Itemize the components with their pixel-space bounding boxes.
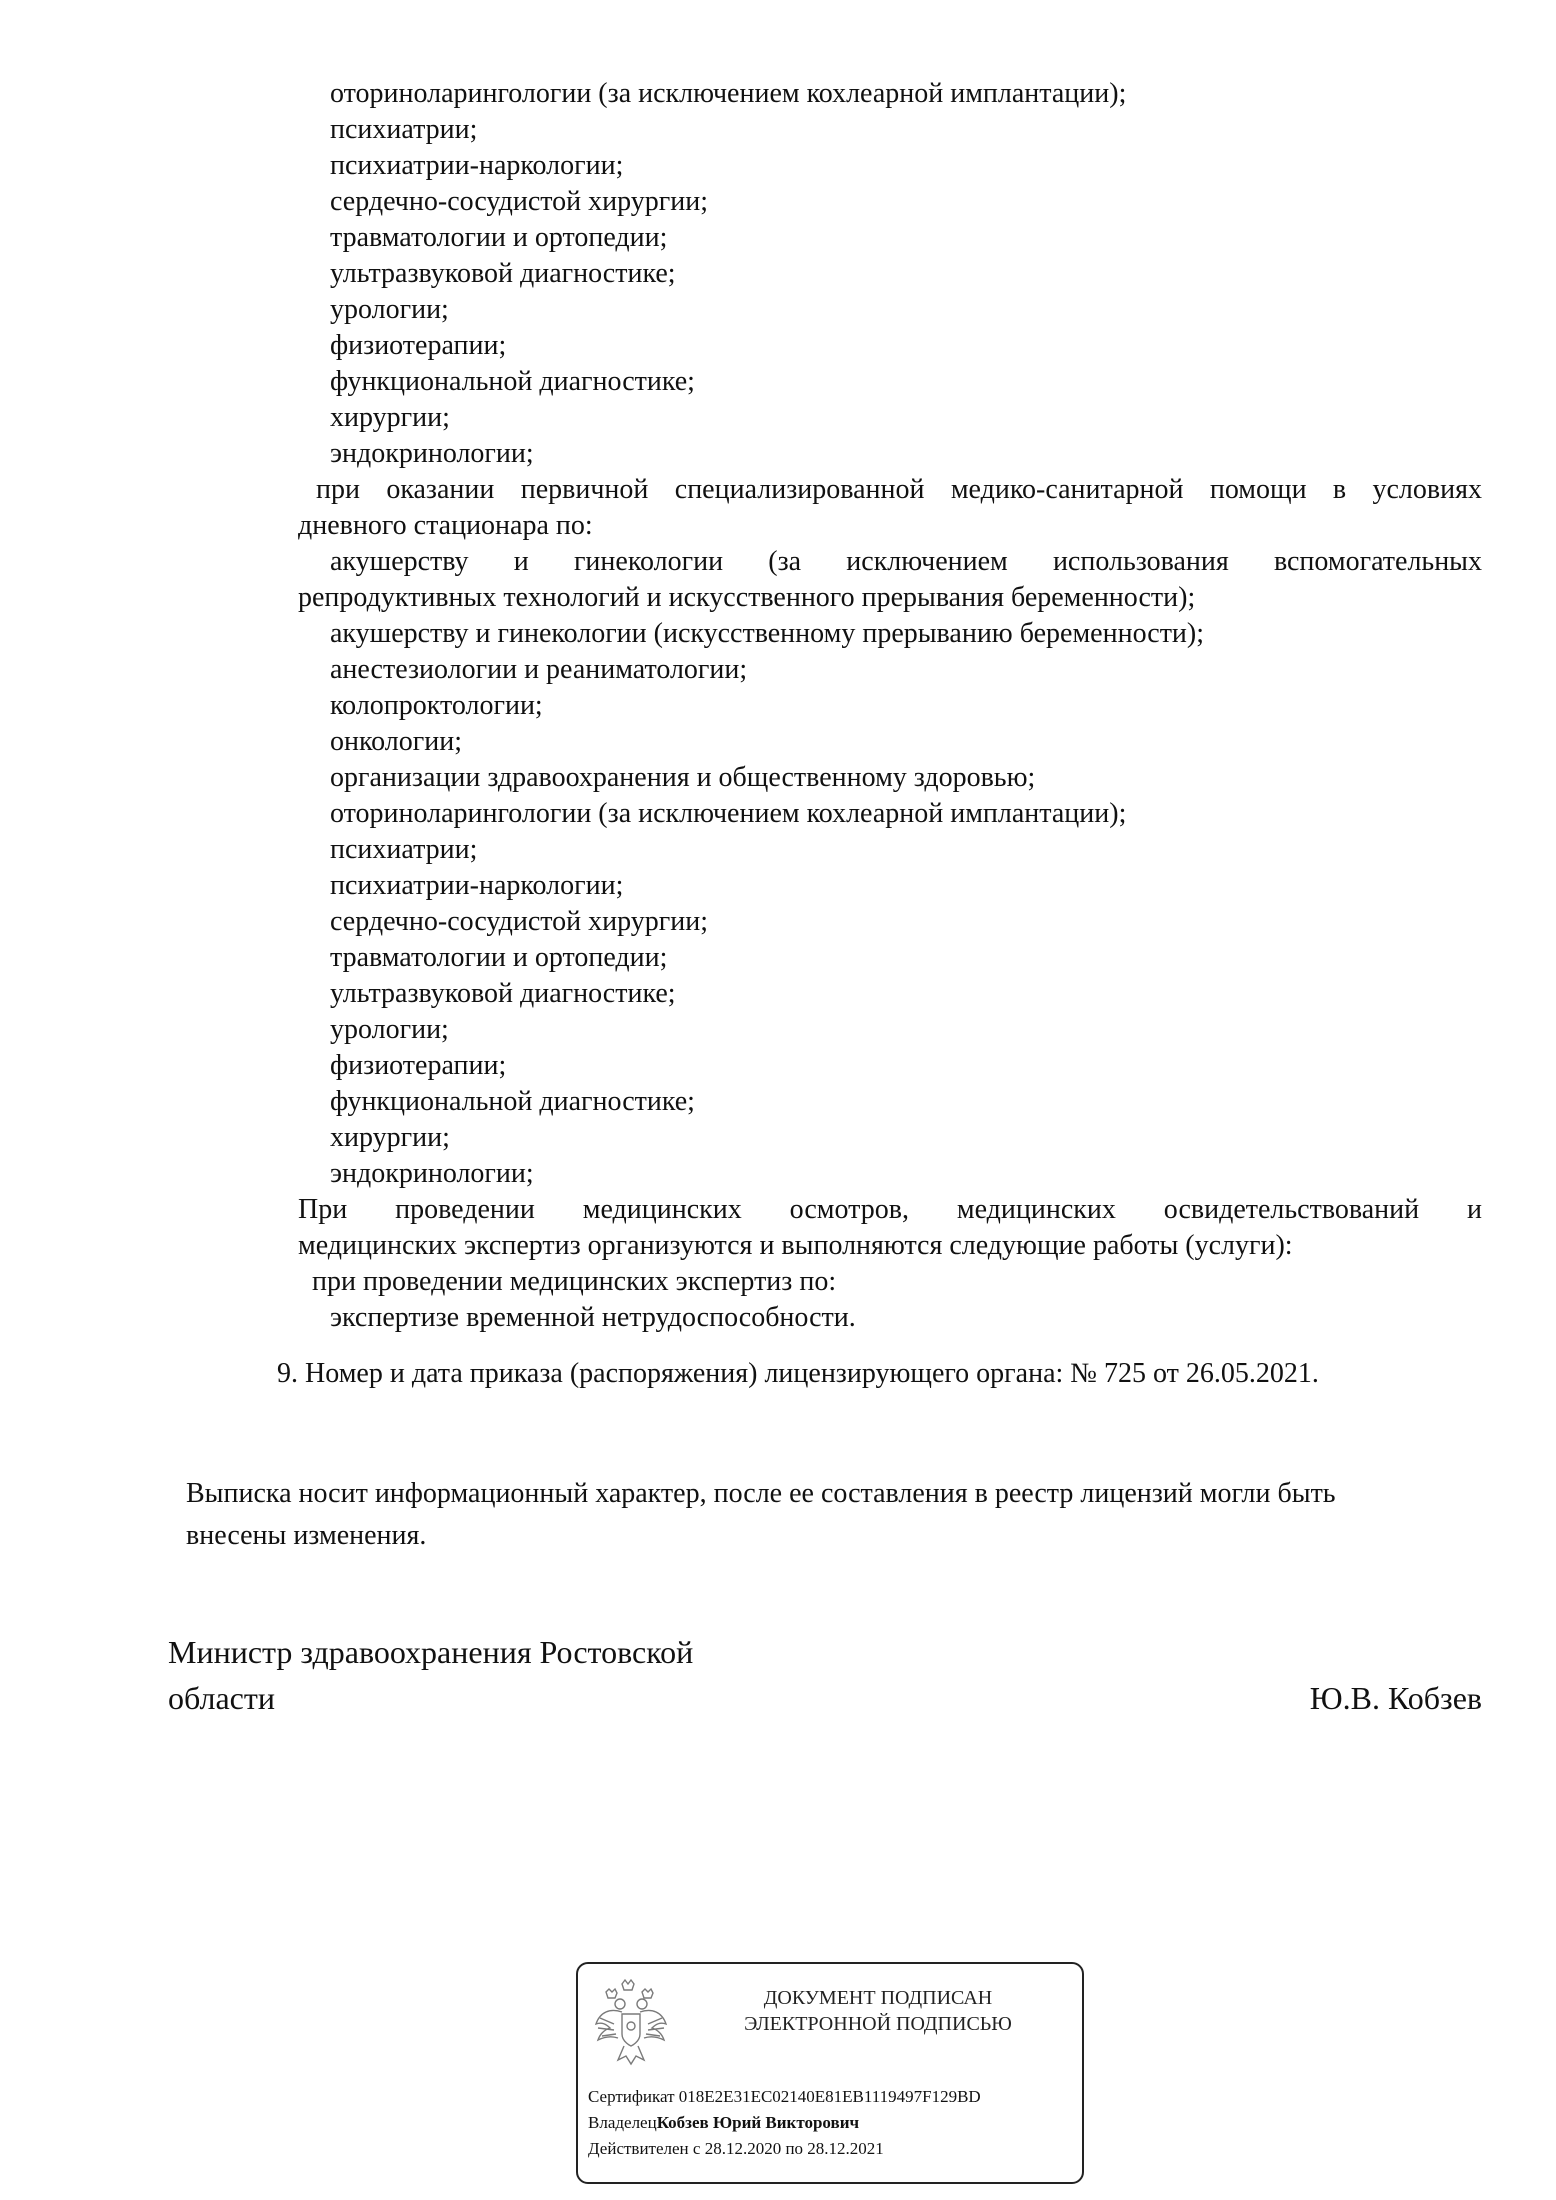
exams-line2: медицинских экспертиз организуются и выполняются следующие работы (услуги):	[298, 1230, 1293, 1261]
list-item: сердечно-сосудистой хирургии;	[330, 906, 708, 937]
list-item: функциональной диагностике;	[330, 366, 695, 397]
list-item: онкологии;	[330, 726, 463, 757]
list-item: организации здравоохранения и общественному здоровью;	[330, 762, 1036, 793]
list-item: функциональной диагностике;	[330, 1086, 695, 1117]
list-item: травматологии и ортопедии;	[330, 942, 668, 973]
list-item: оториноларингологии (за исключением кохлеарной имплантации);	[330, 78, 1127, 109]
list-item: оториноларингологии (за исключением кохлеарной имплантации);	[330, 798, 1127, 829]
list-item: психиатрии-наркологии;	[330, 150, 624, 181]
signer-name: Ю.В. Кобзев	[1309, 1680, 1482, 1716]
certificate-row	[588, 2086, 981, 2108]
exams-item: экспертизе временной нетрудоспособности.	[330, 1302, 856, 1333]
signer-title-line2: области	[168, 1680, 275, 1716]
obstetrics-line2: репродуктивных технологий и искусственного прерывания беременности);	[298, 582, 1196, 613]
exams-line1: При проведении медицинских осмотров, медицинских освидетельствований и	[298, 1194, 1482, 1225]
list-item: хирургии;	[330, 402, 450, 433]
list-item: хирургии;	[330, 1122, 450, 1153]
certificate-value: 018E2E31EC02140E81EB1119497F129BD	[678, 2087, 981, 2106]
owner-label: Владелец	[588, 2113, 657, 2132]
day-hospital-intro-line2: дневного стационара по:	[298, 510, 593, 541]
stamp-heading-line1: ДОКУМЕНТ ПОДПИСАН	[763, 1987, 993, 2009]
owner-row	[588, 2112, 859, 2134]
certificate-label: Сертификат	[588, 2087, 679, 2106]
electronic-signature-stamp	[576, 1962, 1084, 2184]
order-number-date: 9. Номер и дата приказа (распоряжения) лицензирующего органа: № 725 от 26.05.2021.	[277, 1358, 1319, 1389]
list-item: психиатрии-наркологии;	[330, 870, 624, 901]
list-item: ультразвуковой диагностике;	[330, 258, 676, 289]
list-item: эндокринологии;	[330, 438, 534, 469]
list-item: физиотерапии;	[330, 1050, 507, 1081]
list-item: колопроктологии;	[330, 690, 543, 721]
list-item: акушерству и гинекологии (искусственному прерыванию беременности);	[330, 618, 1205, 649]
list-item: урологии;	[330, 294, 449, 325]
list-item: урологии;	[330, 1014, 449, 1045]
info-note-line1: Выписка носит информационный характер, после ее составления в реестр лицензий могли быть	[186, 1478, 1336, 1509]
obstetrics-line1: акушерству и гинекологии (за исключением использования вспомогательных	[330, 546, 1482, 577]
day-hospital-intro-line1: при оказании первичной специализированной медико-санитарной помощи в условиях	[316, 474, 1482, 505]
list-item: ультразвуковой диагностике;	[330, 978, 676, 1009]
signer-title-line1: Министр здравоохранения Ростовской	[168, 1634, 694, 1670]
exams-sub: при проведении медицинских экспертиз по:	[312, 1266, 837, 1297]
owner-value: Кобзев Юрий Викторович	[656, 2113, 860, 2132]
info-note-line2: внесены изменения.	[186, 1520, 427, 1551]
list-item: травматологии и ортопедии;	[330, 222, 668, 253]
list-item: психиатрии;	[330, 834, 478, 865]
list-item: эндокринологии;	[330, 1158, 534, 1189]
list-item: анестезиологии и реаниматологии;	[330, 654, 748, 685]
validity-row: Действителен с 28.12.2020 по 28.12.2021	[588, 2139, 884, 2158]
stamp-heading-line2: ЭЛЕКТРОННОЙ ПОДПИСЬЮ	[744, 2013, 1012, 2035]
list-item: сердечно-сосудистой хирургии;	[330, 186, 708, 217]
russian-eagle-emblem-icon	[592, 1978, 670, 2068]
list-item: физиотерапии;	[330, 330, 507, 361]
list-item: психиатрии;	[330, 114, 478, 145]
